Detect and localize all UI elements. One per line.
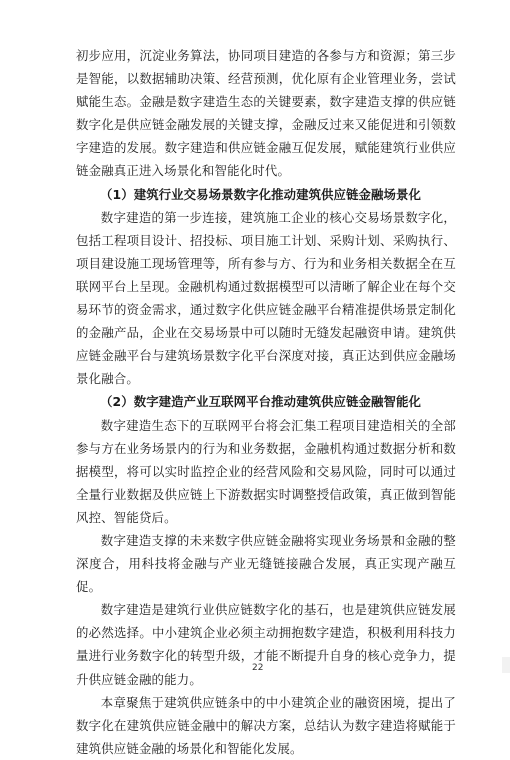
paragraph-platform-intelligence: 数字建造生态下的互联网平台将会汇集工程项目建造相关的全部参与方在业务场景内的行为和业务数据，金融机构通过数据分析和数据模型，将可以实时监控企业的经营风险和交易风险，同时可以通过全量行业数据及供应链上下游数据实时调整授信政策，真正做到智能风控、智能贷后。 [76,417,456,525]
paragraph-future-finance: 数字建造支撑的未来数字供应链金融将实现业务场景和金融的整深度合，用科技将金融与产业无缝链接融合发展，真正实现产融互促。 [76,532,456,595]
page-number: 22 [252,663,264,673]
section-heading-1: （1）建筑行业交易场景数字化推动建筑供应链金融场景化 [100,186,421,202]
page-corner-mark [502,657,510,673]
paragraph-continuation: 初步应用，沉淀业务算法，协同项目建造的各参与方和资源；第三步是智能，以数据辅助决策、经营预测，优化原有企业管理业务，尝试赋能生态。金融是数字建造生态的关键要素，数字建造支撑的供应链数字化是供应链金融发展的关键支撑，金融反过来又能促进和引领数字建造的发展。数字建造和供应链金融互促发展，赋能建筑行业供应链金融真正进入场景化和智能化时代。 [76,48,456,179]
document-body [76,44,456,760]
paragraph-chapter-summary: 本章聚焦于建筑供应链条中的中小建筑企业的融资困境，提出了数字化在建筑供应链金融中的解决方案，总结认为数字建造将赋能于建筑供应链金融的场景化和智能化发展。 [76,694,456,756]
section-heading-2: （2）数字建造产业互联网平台推动建筑供应链金融智能化 [100,394,421,410]
paragraph-scenario-digitalization: 数字建造的第一步连接，建筑施工企业的核心交易场景数字化，包括工程项目设计、招投标、项目施工计划、采购计划、采购执行、项目建设施工现场管理等，所有参与方、行为和业务相关数据全在互联网平台上呈现。金融机构通过数据模型可以清晰了解企业在每个交易环节的资金需求，通过数字化供应链金融平台精准提供场景定制化的金融产品，企业在交易场景中可以随时无缝发起融资申请。建筑供应链金融平台与建筑场景数字化平台深度对接，真正达到供应金融场景化融合。 [76,209,456,387]
paragraph-cornerstone: 数字建造是建筑行业供应链数字化的基石，也是建筑供应链发展的必然选择。中小建筑企业必须主动拥抱数字建造，积极利用科技力量进行业务数字化的转型升级，才能不断提升自身的核心竞争力，提升供应链金融的能力。 [76,602,456,687]
